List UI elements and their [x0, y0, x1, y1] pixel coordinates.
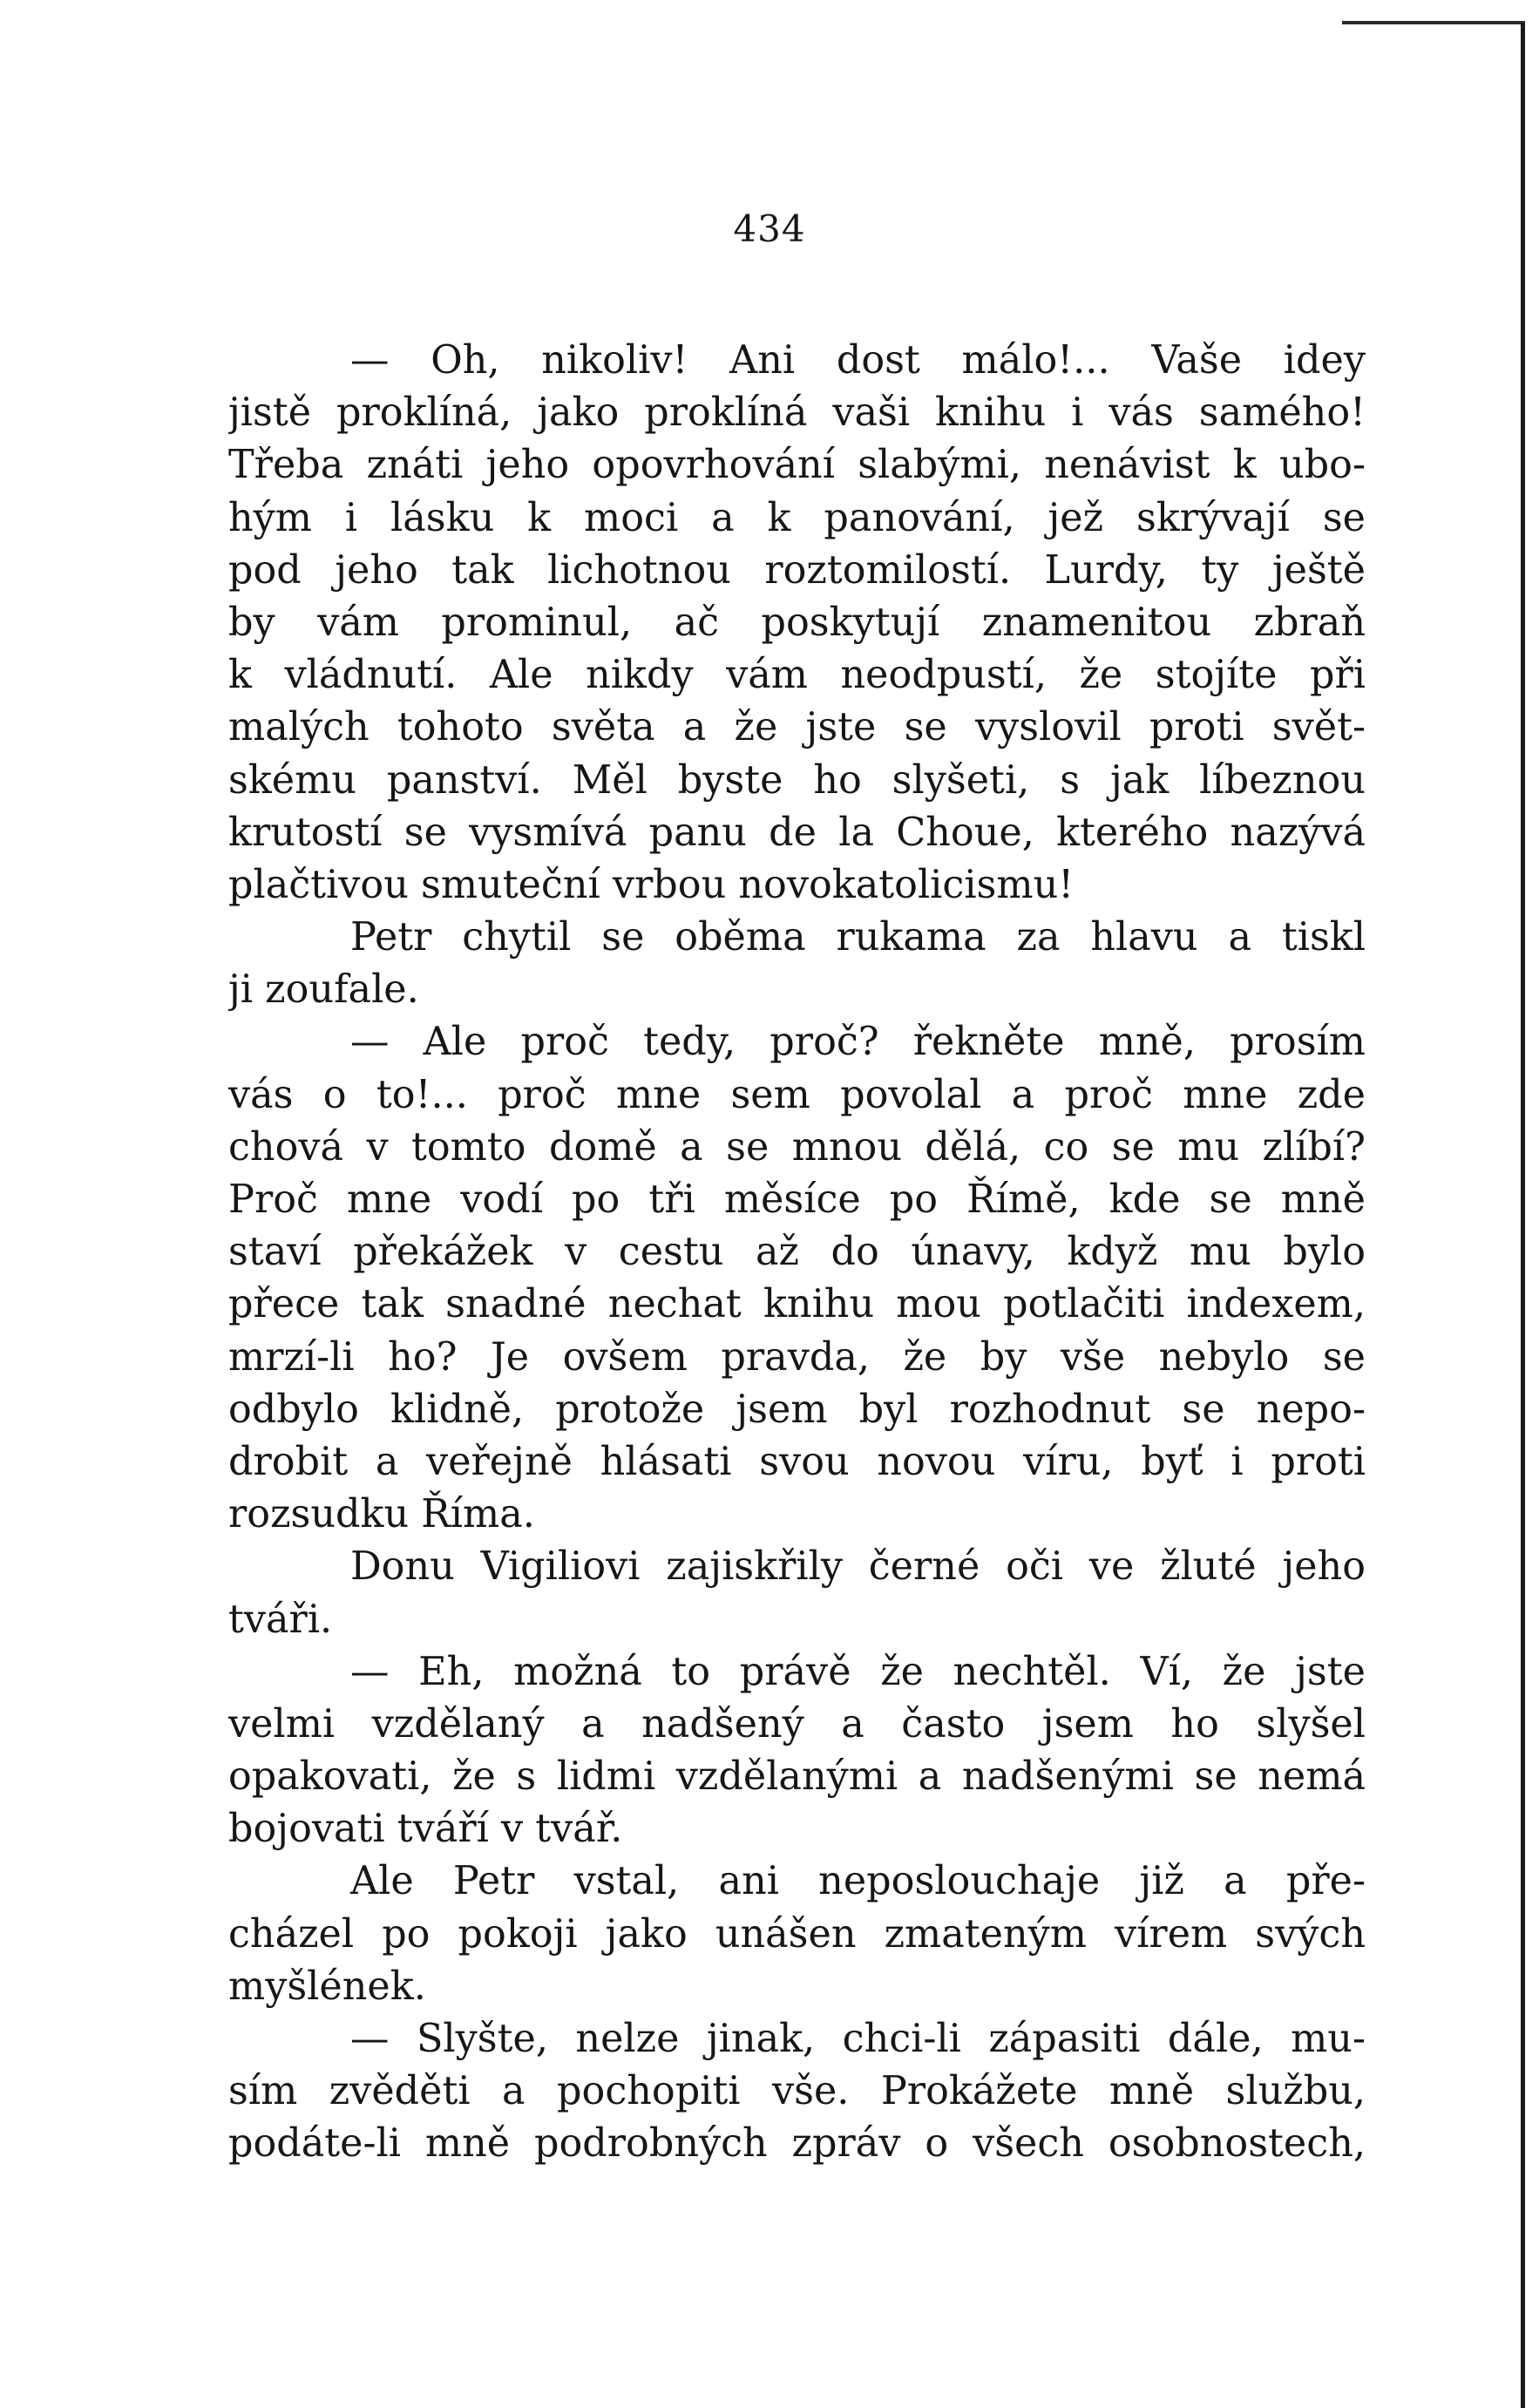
text-line: skému panství. Měl byste ho slyšeti, s jak líbeznou — [228, 757, 1366, 803]
text-line: mrzí-li ho? Je ovšem pravda, že by vše nebylo se — [228, 1334, 1366, 1380]
page-top-edge — [1342, 21, 1525, 24]
text-line: rozsudku Říma. — [228, 1492, 535, 1537]
text-line: Donu Vigiliovi zajiskřily černé oči ve žluté jeho — [350, 1544, 1366, 1590]
text-line: Petr chytil se oběma rukama za hlavu a tiskl — [350, 915, 1366, 960]
text-line: malých tohoto světa a že jste se vyslovil proti svět- — [228, 705, 1366, 750]
text-line: opakovati, že s lidmi vzdělanými a nadšenými se nemá — [228, 1754, 1366, 1800]
text-line: krutostí se vysmívá panu de la Choue, kterého nazývá — [228, 810, 1366, 855]
text-line: Proč mne vodí po tři měsíce po Římě, kde se mně — [228, 1177, 1366, 1222]
text-line: pod jeho tak lichotnou roztomilostí. Lurdy, ty ještě — [228, 547, 1366, 593]
text-line: by vám prominul, ač poskytují znamenitou zbraň — [228, 600, 1366, 645]
text-line: plačtivou smuteční vrbou novokatolicismu! — [228, 862, 1075, 907]
text-line: podáte-li mně podrobných zpráv o všech osobnostech, — [228, 2121, 1366, 2167]
text-line: staví překážek v cestu až do únavy, když mu bylo — [228, 1230, 1366, 1275]
text-line: — Eh, možná to právě že nechtěl. Ví, že jste — [350, 1649, 1366, 1694]
text-line: — Ale proč tedy, proč? řekněte mně, prosím — [350, 1020, 1366, 1065]
text-line: ji zoufale. — [228, 967, 419, 1013]
text-line: velmi vzdělaný a nadšený a často jsem ho slyšel — [228, 1701, 1366, 1747]
text-line: — Oh, nikoliv! Ani dost málo!... Vaše idey — [350, 338, 1366, 383]
text-line: přece tak snadné nechat knihu mou potlačiti indexem, — [228, 1282, 1366, 1327]
text-line: myšlének. — [228, 1964, 426, 2009]
text-line: Ale Petr vstal, ani neposlouchaje již a pře- — [350, 1859, 1366, 1904]
page-number: 434 — [733, 207, 806, 250]
text-line: tváři. — [228, 1597, 333, 1642]
text-line: bojovati tváří v tvář. — [228, 1807, 623, 1852]
text-line: — Slyšte, nelze jinak, chci-li zápasiti dále, mu- — [350, 2017, 1366, 2061]
text-line: sím zvěděti a pochopiti vše. Prokážete mně službu, — [228, 2069, 1366, 2114]
text-line: cházel po pokoji jako unášen zmateným vírem svých — [228, 1911, 1366, 1957]
page-right-edge — [1521, 23, 1525, 2408]
text-line: hým i lásku k moci a k panování, jež skrývají se — [228, 495, 1366, 540]
text-line: vás o to!... proč mne sem povolal a proč mne zde — [228, 1072, 1366, 1117]
text-line: drobit a veřejně hlásati svou novou víru, byť i proti — [228, 1439, 1366, 1484]
text-line: k vládnutí. Ale nikdy vám neodpustí, že stojíte při — [228, 653, 1366, 698]
text-line: odbylo klidně, protože jsem byl rozhodnut se nepo- — [228, 1387, 1366, 1432]
text-line: chová v tomto domě a se mnou dělá, co se mu zlíbí? — [228, 1124, 1366, 1170]
text-line: jistě proklíná, jako proklíná vaši knihu i vás samého! — [228, 390, 1366, 436]
text-line: Třeba znáti jeho opovrhování slabými, nenávist k ubo- — [228, 443, 1366, 488]
body-text — [228, 335, 1366, 2171]
